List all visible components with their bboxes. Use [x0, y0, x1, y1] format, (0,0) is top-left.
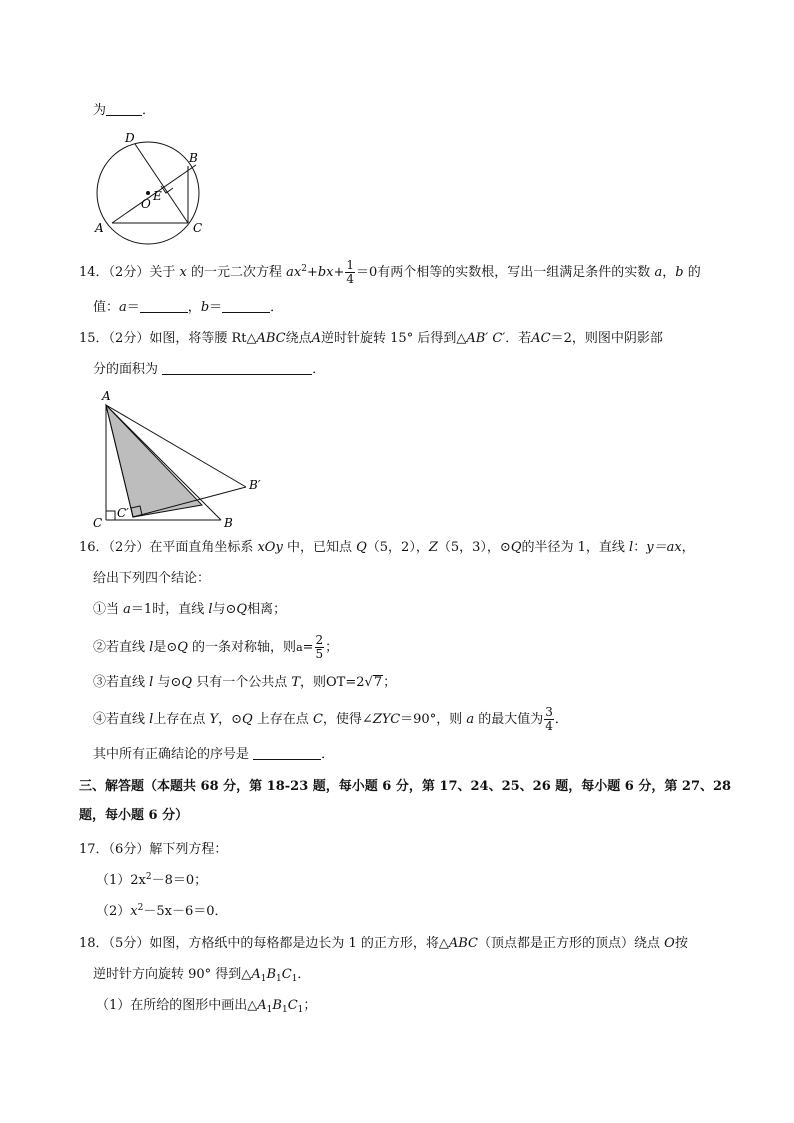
section-3-heading-line-2: 题，每小题 6 分） — [79, 808, 189, 823]
right-angle-mark — [161, 186, 173, 193]
segment-dc — [135, 144, 188, 223]
q16-line-1: 16．（2分）在平面直角坐标系 xOy 中，已知点 Q（5，2），Z（5，3），⊙Q的半径为 1，直线 l：y＝ax， — [79, 540, 695, 555]
label-b: B — [189, 151, 198, 165]
label-o: O — [141, 197, 151, 211]
q14-a-blank[interactable] — [140, 298, 188, 313]
figure-15-triangles — [90, 386, 270, 531]
q14-line-2: 值：a＝ ，b＝ ． — [93, 300, 284, 315]
q18-line-1: 18．（5分）如图，方格纸中的每格都是边长为 1 的正方形，将△ABC（顶点都是正方形的顶点）绕点 O按 — [79, 936, 688, 951]
right-angle-mark-c — [106, 511, 115, 520]
label-a: A — [102, 389, 111, 403]
q16-line-2: 给出下列四个结论： — [93, 571, 211, 586]
q13-answer-blank[interactable] — [106, 101, 142, 116]
label-c: C — [193, 221, 203, 235]
q17-part-1: $(1)2x^2-8=0$； — [96, 872, 208, 888]
q18-part-1: （1）在所给的图形中画出$\triangle A_1B_1C_1$； — [96, 998, 317, 1015]
q14-line-1: 14．（2分）关于 x 的一元二次方程 $ax^2+bx+$ $\frac{1}{4}$ ＝0有两个相等的实数根，写出一组满足条件的实数 a，b 的 — [79, 258, 701, 286]
q16-conclusion-2: ②若直线 l是⊙Q 的一条对称轴，则a= $\frac{2}{5}$ ； — [93, 633, 339, 661]
q17-part-2: $(2)x^2-5x-6=0$． — [96, 903, 228, 919]
q13-answer-line: 为 ． — [93, 103, 156, 118]
q16-conclusion-3: ③若直线 l 与⊙Q 只有一个公共点 T，则OT=2√7； — [93, 675, 397, 690]
q16-c4-fraction: $\frac{3}{4}$ — [545, 705, 553, 733]
q14-fraction: $\frac{1}{4}$ — [346, 258, 355, 286]
q15-line-1: 15．（2分）如图，将等腰 Rt△ABC绕点A逆时针旋转 15° 后得到△AB′ C′．若AC＝2，则图中阴影部 — [79, 331, 663, 346]
sqrt-symbol: √ — [364, 675, 373, 690]
q15-answer-blank[interactable] — [162, 360, 312, 375]
shaded-region — [106, 405, 202, 517]
label-c-prime: C′ — [117, 506, 129, 520]
q16-c2-fraction: $\frac{2}{5}$ — [315, 633, 324, 661]
q16-conclusion-4: ④若直线 l上存在点 Y，⊙Q 上存在点 C，使得∠ZYC＝90°，则 a 的最大值为 $\frac{3}{4}$ ． — [93, 705, 568, 733]
q16-conclusion-1: ①当 a＝1时，直线 l与⊙Q相离； — [93, 602, 287, 617]
section-3-heading-line-1: 三、解答题（本题共 68 分，第 18-23 题，每小题 6 分，第 17、24、25、26 题，每小题 6 分，第 27、28 — [79, 779, 732, 794]
q17-title: 17．（6分）解下列方程： — [79, 842, 228, 857]
figure-13-circle — [90, 128, 230, 246]
label-b: B — [224, 516, 233, 530]
q16-answer-blank[interactable] — [253, 745, 321, 760]
q16-answer-line: 其中所有正确结论的序号是 ． — [93, 747, 335, 762]
label-c: C — [93, 516, 103, 530]
q18-line-2: 逆时针方向旋转 90° 得到$\triangle A_1B_1C_1$． — [93, 967, 311, 984]
label-a: A — [95, 221, 104, 235]
label-d: D — [125, 131, 135, 145]
center-dot — [146, 191, 150, 195]
q14-b-blank[interactable] — [222, 298, 270, 313]
label-b-prime: B′ — [249, 478, 261, 492]
label-e: E — [153, 189, 162, 203]
q15-line-2: 分的面积为 ． — [93, 362, 326, 377]
